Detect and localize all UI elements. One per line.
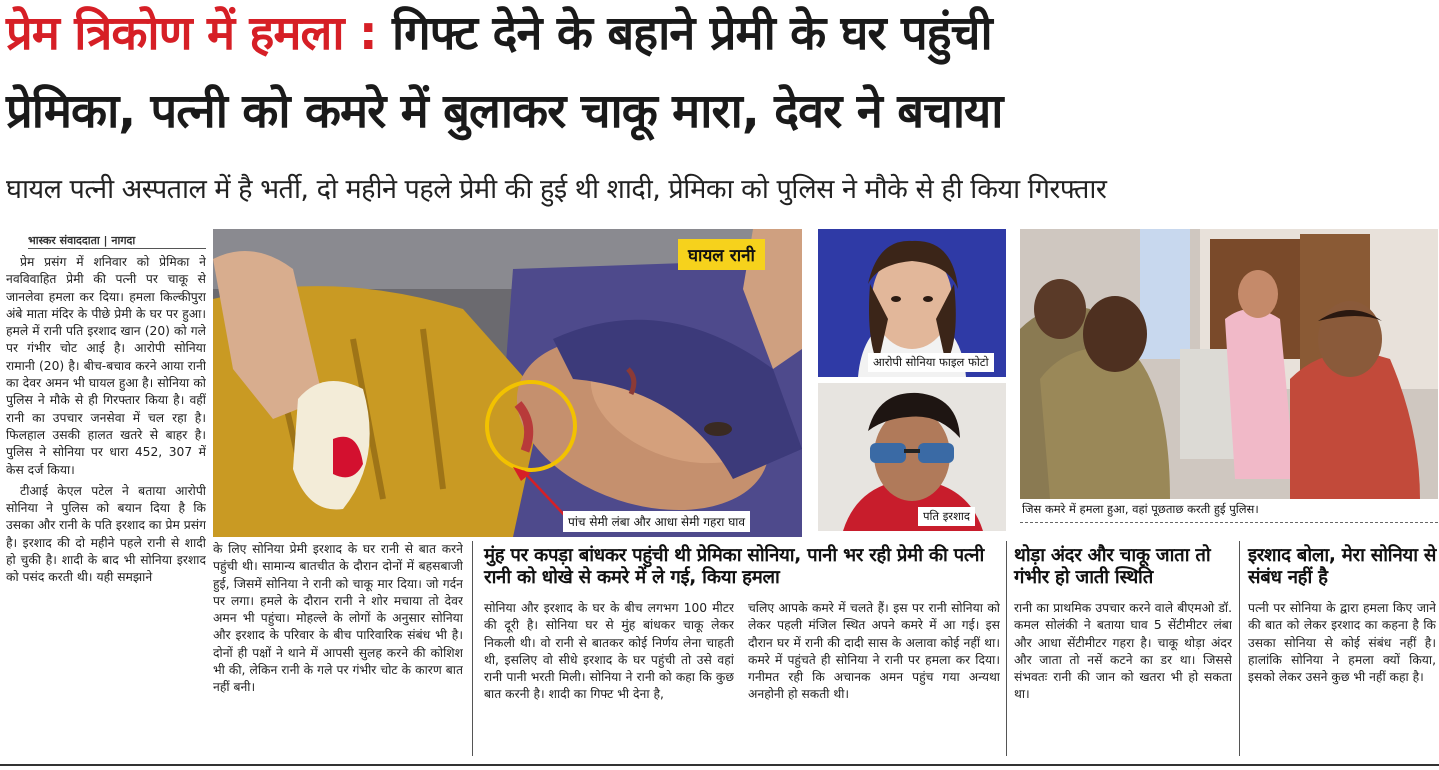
bottom-rule bbox=[0, 764, 1439, 766]
story-3-heading: थोड़ा अंदर और चाकू जाता तो गंभीर हो जाती स्थिति bbox=[1014, 545, 1211, 588]
story-4-heading: इरशाद बोला, मेरा सोनिया से संबंध नहीं है bbox=[1248, 545, 1437, 588]
photo-injured-rani bbox=[213, 229, 802, 537]
column-2-text: के लिए सोनिया प्रेमी इरशाद के घर रानी से बात करने पहुंची थी। सामान्य बातचीत के दौरान दोनों में बहसबाजी हुई, जिसमें सोनिया ने रानी को चाकू मार दिया। जो गर्दन पर लगा। हमले के दौरान रानी ने शोर मचाया तो देवर अमन भी पहुंचा। मोहल्ले के लोगों के अनुसार सोनिया और इरशाद के परिवार के बीच पारिवारिक संबंध भी है। दोनों ही पक्षों ने थाने में आपसी सुलह करने की कोशिश भी की, लेकिन रानी के गले पर गंभीर चोट के कारण बात नहीं बनी। bbox=[213, 542, 463, 695]
subheadline: घायल पत्नी अस्पताल में है भर्ती, दो महीने पहले प्रेमी की हुई थी शादी, प्रेमिका को पुलिस ने मौके से ही किया गिरफ्तार bbox=[6, 174, 1107, 205]
story-2-text-b: चलिए आपके कमरे में चलते हैं। इस पर रानी सोनिया को लेकर पहली मंजिल स्थित अपने कमरे में आ गई। इस दौरान घर में रानी की दादी सास के अलावा कोई नहीं था। कमरे में पहुंचते ही सोनिया ने रानी पर हमला कर दिया। गनीमत रही कि अचानक अमन पहुंच गया अन्यथा अनहोनी हो सकती थी। bbox=[748, 601, 1000, 702]
story-2-heading: मुंह पर कपड़ा बांधकर पहुंची थी प्रेमिका सोनिया, पानी भर रही प्रेमी की पत्नी रानी को धोखे से कमरे में ले गई, किया हमला bbox=[484, 545, 985, 588]
story-3-text: रानी का प्राथमिक उपचार करने वाले बीएमओ डॉ. कमल सोलंकी ने बताया घाव 5 सेंटीमीटर लंबा और आधा सेंटीमीटर गहरा है। चाकू थोड़ा अंदर और जाता तो नसें कटने का डर था। जिससे संभवतः रानी की जान को खतरा भी हो सकता था। bbox=[1014, 601, 1232, 702]
story-2-text-a: सोनिया और इरशाद के घर के बीच लगभग 100 मीटर की दूरी है। सोनिया घर से मुंह बांधकर चाकू लेकर निकली थी। वो रानी से बातकर कोई निर्णय लेना चाहती थी, इसलिए वो सीधे इरशाद के घर पहुंची तो उसे वहां रानी पानी भरती मिली। सोनिया ने रानी को कहा कि कुछ बात करनी है। शादी का गिफ्ट भी देना है, bbox=[484, 601, 734, 702]
column-1-paragraph-2: टीआई केएल पटेल ने बताया आरोपी सोनिया ने पुलिस को बयान दिया है कि उसका और रानी के पति इरशाद का प्रेम प्रसंग है। इरशाद की दो महीने पहले रानी से शादी हो चुकी है। शादी के बाद भी सोनिया इरशाद को पसंद करती थी। यही समझाने bbox=[6, 483, 206, 585]
column-divider-3 bbox=[1239, 541, 1240, 756]
byline-rule bbox=[28, 248, 206, 249]
accused-photo-caption: आरोपी सोनिया फाइल फोटो bbox=[868, 353, 994, 372]
headline-kicker: प्रेम त्रिकोण में हमला : bbox=[6, 6, 377, 61]
wound-annotation-caption: पांच सेमी लंबा और आधा सेमी गहरा घाव bbox=[563, 511, 750, 532]
headline-text-1: गिफ्ट देने के बहाने प्रेमी के घर पहुंची bbox=[376, 6, 992, 61]
headline-line-2: प्रेमिका, पत्नी को कमरे में बुलाकर चाकू मारा, देवर ने बचाया bbox=[6, 84, 1003, 139]
byline: भास्कर संवाददाता | नागदा bbox=[28, 234, 136, 247]
photo-tag-injured-rani: घायल रानी bbox=[678, 239, 765, 270]
column-divider-1 bbox=[472, 541, 473, 756]
headline-line-1 bbox=[6, 4, 1436, 64]
column-1-paragraph-1: प्रेम प्रसंग में शनिवार को प्रेमिका ने नवविवाहित प्रेमी की पत्नी पर चाकू से जानलेवा हमला कर दिया। हमला किल्कीपुरा अंबे माता मंदिर के पीछे प्रेमी के घर पर हुआ। हमले में रानी पति इरशाद खान (20) को गले पर गंभीर चोट आई है। आरोपी सोनिया रामानी (20) है। बीच-बचाव करने आया रानी का देवर अमन भी घायल हुआ है। सोनिया को पुलिस ने मौके से ही गिरफ्तार किया है। वहीं रानी का उपचार जनसेवा में चल रहा है। फिलहाल उसकी हालत खतरे से बाहर है। पुलिस ने सोनिया पर धारा 452, 307 में केस दर्ज किया। bbox=[6, 255, 206, 477]
police-caption-rule bbox=[1020, 522, 1438, 523]
photo-accused-sonia bbox=[818, 229, 1006, 377]
photo-husband-irshad bbox=[818, 383, 1006, 531]
column-1-text bbox=[6, 254, 206, 754]
photo-police-inquiry bbox=[1020, 229, 1438, 499]
police-photo-caption: जिस कमरे में हमला हुआ, वहां पूछताछ करती हुई पुलिस। bbox=[1020, 500, 1264, 519]
column-divider-2 bbox=[1006, 541, 1007, 756]
husband-photo-caption: पति इरशाद bbox=[918, 507, 975, 526]
story-4-text: पत्नी पर सोनिया के द्वारा हमला किए जाने की बात को लेकर इरशाद का कहना है कि उसका सोनिया से कोई संबंध नहीं है। हालांकि सोनिया ने हमला क्यों किया, इसको लेकर उसने कुछ भी नहीं कहा है। bbox=[1248, 601, 1436, 685]
